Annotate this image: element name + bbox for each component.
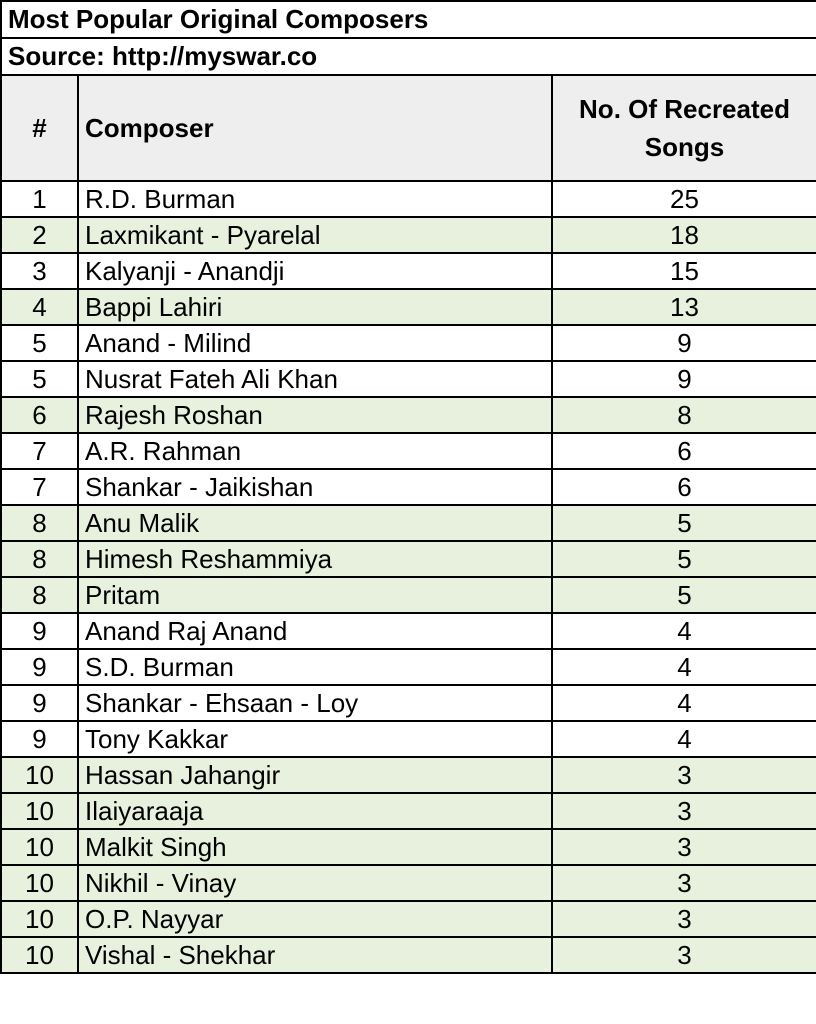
rank-cell: 8 (1, 505, 78, 541)
table-row (1, 217, 816, 253)
count-cell: 3 (552, 829, 816, 865)
table-row (1, 649, 816, 685)
composer-cell: A.R. Rahman (78, 433, 552, 469)
rank-cell: 10 (1, 757, 78, 793)
composer-cell: Ilaiyaraaja (78, 793, 552, 829)
table-row (1, 577, 816, 613)
count-cell: 18 (552, 217, 816, 253)
count-cell: 15 (552, 253, 816, 289)
count-cell: 6 (552, 469, 816, 505)
table-row (1, 829, 816, 865)
table-row (1, 541, 816, 577)
composer-cell: Vishal - Shekhar (78, 937, 552, 973)
composer-cell: Anand - Milind (78, 325, 552, 361)
count-cell: 3 (552, 757, 816, 793)
rank-cell: 5 (1, 361, 78, 397)
table-row (1, 289, 816, 325)
table-row (1, 757, 816, 793)
table-row (1, 685, 816, 721)
rank-cell: 9 (1, 721, 78, 757)
table-row (1, 613, 816, 649)
composer-cell: Malkit Singh (78, 829, 552, 865)
rank-cell: 6 (1, 397, 78, 433)
rank-cell: 7 (1, 433, 78, 469)
composer-cell: Shankar - Jaikishan (78, 469, 552, 505)
composer-cell: Anu Malik (78, 505, 552, 541)
composer-cell: Bappi Lahiri (78, 289, 552, 325)
count-cell: 3 (552, 901, 816, 937)
count-cell: 4 (552, 613, 816, 649)
table-row (1, 505, 816, 541)
rank-cell: 10 (1, 937, 78, 973)
composer-cell: Nusrat Fateh Ali Khan (78, 361, 552, 397)
composer-cell: Himesh Reshammiya (78, 541, 552, 577)
count-cell: 25 (552, 181, 816, 217)
composer-cell: Pritam (78, 577, 552, 613)
table-row (1, 433, 816, 469)
composer-cell: Nikhil - Vinay (78, 865, 552, 901)
table-row (1, 397, 816, 433)
count-cell: 3 (552, 937, 816, 973)
table-row (1, 721, 816, 757)
rank-cell: 7 (1, 469, 78, 505)
rank-cell: 9 (1, 613, 78, 649)
header-rank: # (1, 75, 78, 181)
count-cell: 4 (552, 649, 816, 685)
composer-cell: Tony Kakkar (78, 721, 552, 757)
table-row (1, 865, 816, 901)
table-row (1, 469, 816, 505)
composer-cell: S.D. Burman (78, 649, 552, 685)
count-cell: 6 (552, 433, 816, 469)
composer-cell: Rajesh Roshan (78, 397, 552, 433)
count-cell: 9 (552, 361, 816, 397)
table-row (1, 793, 816, 829)
table-row (1, 937, 816, 973)
table-title: Most Popular Original Composers (1, 1, 816, 38)
rank-cell: 8 (1, 541, 78, 577)
composer-cell: Shankar - Ehsaan - Loy (78, 685, 552, 721)
table-row (1, 253, 816, 289)
rank-cell: 10 (1, 901, 78, 937)
count-cell: 3 (552, 793, 816, 829)
rank-cell: 2 (1, 217, 78, 253)
rank-cell: 9 (1, 685, 78, 721)
rank-cell: 10 (1, 793, 78, 829)
header-row (1, 75, 816, 181)
table-row (1, 325, 816, 361)
composer-cell: R.D. Burman (78, 181, 552, 217)
count-cell: 13 (552, 289, 816, 325)
rank-cell: 10 (1, 829, 78, 865)
composer-cell: Anand Raj Anand (78, 613, 552, 649)
header-composer: Composer (78, 75, 552, 181)
title-row (1, 1, 816, 38)
count-cell: 5 (552, 505, 816, 541)
composer-cell: Laxmikant - Pyarelal (78, 217, 552, 253)
table-row (1, 361, 816, 397)
count-cell: 3 (552, 865, 816, 901)
count-cell: 5 (552, 577, 816, 613)
count-cell: 9 (552, 325, 816, 361)
table-row (1, 181, 816, 217)
rank-cell: 4 (1, 289, 78, 325)
count-cell: 4 (552, 685, 816, 721)
composer-cell: O.P. Nayyar (78, 901, 552, 937)
table-source: Source: http://myswar.co (1, 38, 816, 75)
table-row (1, 901, 816, 937)
source-row (1, 38, 816, 75)
count-cell: 4 (552, 721, 816, 757)
header-count: No. Of Recreated Songs (552, 75, 816, 181)
count-cell: 8 (552, 397, 816, 433)
rank-cell: 1 (1, 181, 78, 217)
rank-cell: 3 (1, 253, 78, 289)
rank-cell: 10 (1, 865, 78, 901)
rank-cell: 9 (1, 649, 78, 685)
composer-cell: Kalyanji - Anandji (78, 253, 552, 289)
rank-cell: 8 (1, 577, 78, 613)
rank-cell: 5 (1, 325, 78, 361)
count-cell: 5 (552, 541, 816, 577)
composer-cell: Hassan Jahangir (78, 757, 552, 793)
